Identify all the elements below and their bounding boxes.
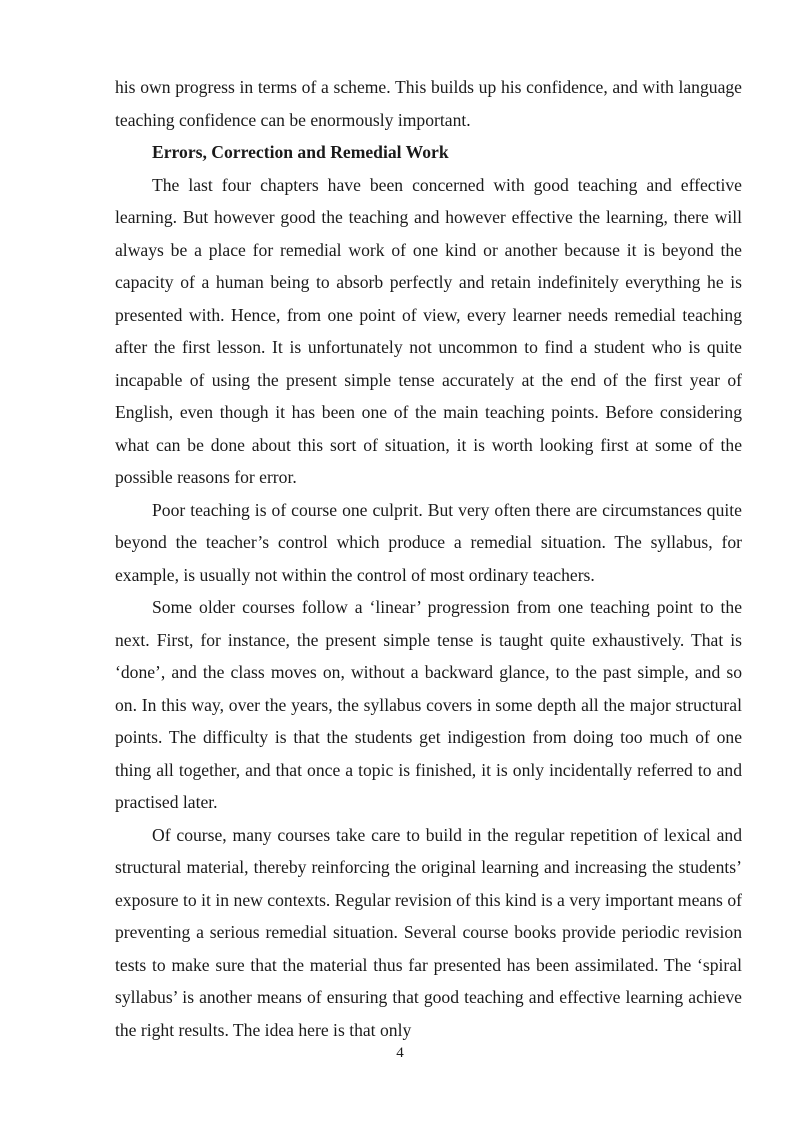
body-text: [115, 71, 742, 1046]
page-number: 4: [396, 1045, 404, 1061]
paragraph-continuation: his own progress in terms of a scheme. This builds up his confidence, and with language teaching confidence can be enormously important.: [115, 77, 742, 130]
paragraph: Poor teaching is of course one culprit. But very often there are circumstances quite beyond the teacher’s control which produce a remedial situation. The syllabus, for example, is usually not within the control of most ordinary teachers.: [115, 499, 742, 585]
paragraph: Some older courses follow a ‘linear’ progression from one teaching point to the next. First, for instance, the present simple tense is taught quite exhaustively. That is ‘done’, and the class moves on, without a backward glance, to the past simple, and so on. In this way, over the years, the syllabus covers in some depth all the major structural points. The difficulty is that the students get indigestion from doing too much of one thing all together, and that once a topic is finished, it is only incidentally referred to and practised later.: [115, 597, 742, 812]
paragraph: The last four chapters have been concerned with good teaching and effective learning. But however good the teaching and however effective the learning, there will always be a place for remedial work of one kind or another because it is beyond the capacity of a human being to absorb perfectly and retain indefinitely everything he is presented with. Hence, from one point of view, every learner needs remedial teaching after the first lesson. It is unfortunately not uncommon to find a student who is quite incapable of using the present simple tense accurately at the end of the first year of English, even though it has been one of the main teaching points. Before considering what can be done about this sort of situation, it is worth looking first at some of the possible reasons for error.: [115, 174, 742, 487]
section-heading: Errors, Correction and Remedial Work: [152, 142, 449, 162]
paragraph: Of course, many courses take care to build in the regular repetition of lexical and structural material, thereby reinforcing the original learning and increasing the students’ exposure to it in new contexts. Regular revision of this kind is a very important means of preventing a serious remedial situation. Several course books provide periodic revision tests to make sure that the material thus far presented has been assimilated. The ‘spiral syllabus’ is another means of ensuring that good teaching and effective learning achieve the right results. The idea here is that only: [115, 824, 742, 1040]
